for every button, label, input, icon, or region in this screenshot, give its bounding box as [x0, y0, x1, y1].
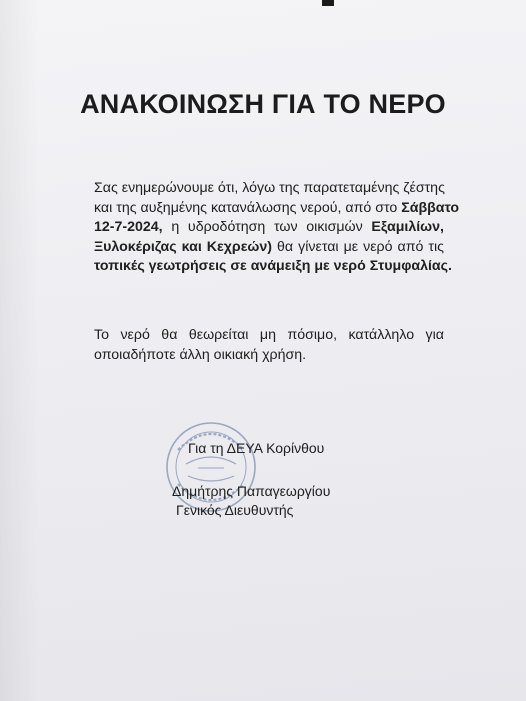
paragraph-line — [94, 199, 460, 219]
village-bold: Εξαμιλίων, — [371, 219, 444, 235]
signature-organization: Για τη ΔΕΥΑ Κορίνθου — [188, 440, 325, 456]
announcement-title: ΑΝΑΚΟΙΝΩΣΗ ΓΙΑ ΤΟ ΝΕΡΟ — [80, 89, 446, 119]
official-stamp — [164, 420, 258, 514]
announcement-paragraph-2 — [94, 326, 444, 365]
paragraph-line — [94, 218, 444, 238]
top-edge-mark — [322, 0, 334, 6]
text-segment: θα γίνεται με νερό από τις — [272, 238, 444, 255]
text-segment: Σας ενημερώνουμε ότι, λόγω της παρατεταμένης ζέστης — [94, 180, 445, 196]
date-bold: 12-7-2024, — [94, 219, 163, 235]
signature-name: Δημήτρης Παπαγεωργίου — [172, 483, 331, 499]
paragraph-line — [94, 179, 444, 199]
paragraph-line — [94, 257, 452, 277]
paragraph-line — [94, 326, 444, 346]
text-segment: η υδροδότηση των οικισμών — [162, 219, 372, 235]
date-day-bold: Σάββατο — [401, 199, 460, 216]
source-bold: τοπικές γεωτρήσεις σε ανάμειξη με νερό Στυμφαλίας. — [94, 258, 452, 274]
text-segment: οποιαδήποτε άλλη οικιακή χρήση. — [94, 346, 307, 363]
paragraph-line — [94, 346, 444, 366]
text-segment: και της αυξημένης κατανάλωσης νερού, από στο — [94, 199, 398, 216]
signature-role: Γενικός Διευθυντής — [176, 502, 294, 518]
announcement-paragraph-1 — [94, 179, 460, 277]
paragraph-line — [94, 238, 444, 258]
villages-bold: Ξυλοκέριζας και Κεχρεών) — [94, 238, 273, 255]
text-segment: Το νερό θα θεωρείται μη πόσιμο, κατάλληλο για — [94, 327, 444, 343]
